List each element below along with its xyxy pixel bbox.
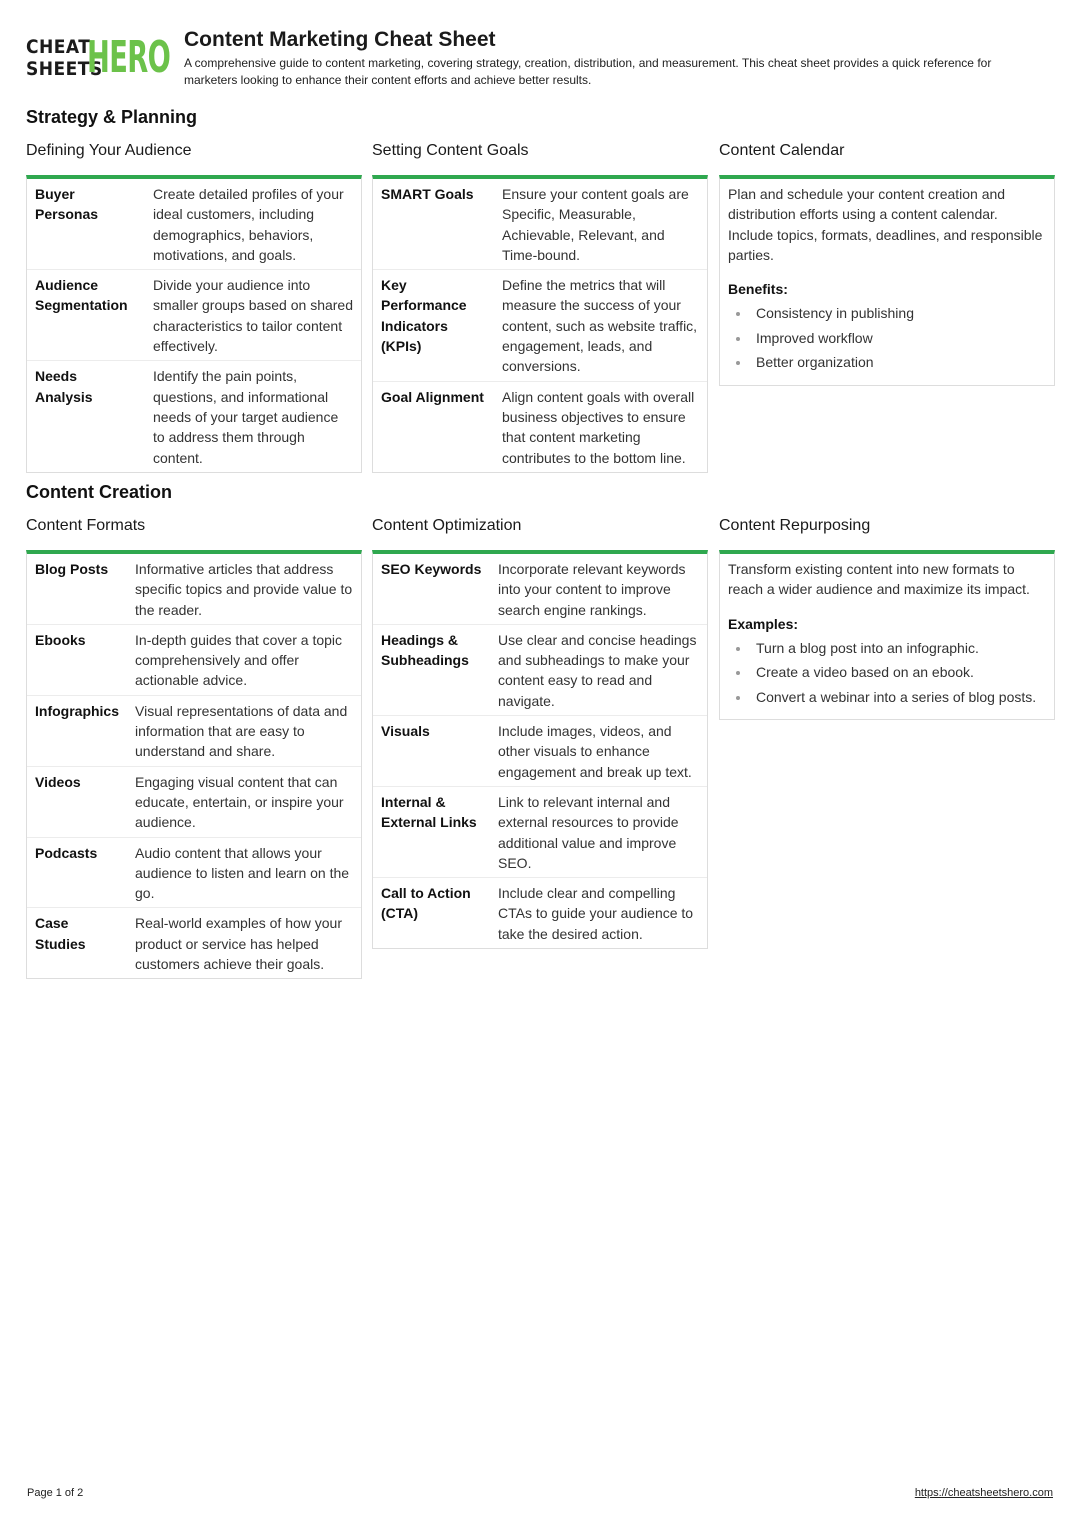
table-row xyxy=(27,270,361,361)
row-term: Goal Alignment xyxy=(373,381,494,472)
row-text: Link to relevant internal and external resources to provide additional value and improve SEO. xyxy=(490,786,707,877)
row-term: SMART Goals xyxy=(381,186,474,202)
table-row xyxy=(373,270,707,381)
table-row xyxy=(373,381,707,472)
card-intro: Transform existing content into new formats to reach a wider audience and maximize its impact. xyxy=(728,561,1030,598)
cheatsheetshero-logo[interactable] xyxy=(26,34,176,82)
row-text: Use clear and concise headings and subheadings to make your content easy to read and navigate. xyxy=(490,624,707,715)
table-row xyxy=(27,908,361,978)
table-row xyxy=(27,766,361,837)
list-item: Better organization xyxy=(728,350,1046,375)
card-intro: Plan and schedule your content creation and distribution efforts using a content calendar. Include topics, formats, deadlines, and responsible parties. xyxy=(728,186,1043,263)
logo-sheets-text: SHEETS xyxy=(26,58,103,80)
table-row xyxy=(373,554,707,624)
bullet-list xyxy=(728,301,1046,375)
row-term: Key Performance Indicators (KPIs) xyxy=(373,270,494,381)
row-term: Videos xyxy=(27,766,127,837)
list-label: Benefits: xyxy=(728,281,788,298)
table-row xyxy=(373,179,707,270)
row-text: Engaging visual content that can educate, entertain, or inspire your audience. xyxy=(127,766,361,837)
row-term: Call to Action (CTA) xyxy=(373,878,490,948)
section-title-creation: Content Creation xyxy=(26,482,172,502)
row-term: Blog Posts xyxy=(35,561,109,577)
table-row xyxy=(27,361,361,472)
table-row xyxy=(373,716,707,787)
list-label: Examples: xyxy=(728,615,799,632)
column-content-optimization xyxy=(372,517,708,949)
list-item: Create a video based on an ebook. xyxy=(728,660,1046,685)
list-item: Turn a blog post into an infographic. xyxy=(728,636,1046,661)
table-row xyxy=(27,837,361,908)
list-item: Consistency in publishing xyxy=(728,301,1046,326)
logo-cheat-text: CHEAT xyxy=(26,36,91,58)
table-row xyxy=(373,786,707,877)
row-text: Include images, videos, and other visuals to enhance engagement and break up text. xyxy=(490,716,707,787)
table-row xyxy=(27,554,361,624)
column-title: Setting Content Goals xyxy=(372,142,529,159)
row-term: Buyer Personas xyxy=(35,186,99,223)
column-title: Defining Your Audience xyxy=(26,142,192,159)
row-text: Include clear and compelling CTAs to guide your audience to take the desired action. xyxy=(490,878,707,948)
row-text: Define the metrics that will measure the success of your content, such as website traffic, engagement, leads, and conversions. xyxy=(494,270,707,381)
row-term: Audience Segmentation xyxy=(27,270,145,361)
list-item: Improved workflow xyxy=(728,326,1046,351)
page-description: A comprehensive guide to content marketing, covering strategy, creation, distribution, and measurement. This cheat sheet provides a quick reference for marketers looking to enhance their content efforts and achieve better results. xyxy=(184,56,992,87)
row-text: In-depth guides that cover a topic comprehensively and offer actionable advice. xyxy=(127,624,361,695)
page-title: Content Marketing Cheat Sheet xyxy=(184,28,496,51)
row-text: Divide your audience into smaller groups based on shared characteristics to tailor content effectively. xyxy=(145,270,361,361)
row-term: Headings & Subheadings xyxy=(373,624,490,715)
row-term: Case Studies xyxy=(27,908,127,978)
table-row xyxy=(373,624,707,715)
row-term: Ebooks xyxy=(27,624,127,695)
column-title: Content Repurposing xyxy=(719,517,871,534)
row-term: Visuals xyxy=(373,716,490,787)
section-title-strategy: Strategy & Planning xyxy=(26,107,198,127)
logo-hero-text: HERO xyxy=(87,32,171,83)
row-term: Infographics xyxy=(27,695,127,766)
bullet-list xyxy=(728,636,1046,710)
row-text: Create detailed profiles of your ideal customers, including demographics, behaviors, motivations, and goals. xyxy=(153,186,344,263)
table-row xyxy=(27,624,361,695)
row-text: Ensure your content goals are Specific, Measurable, Achievable, Relevant, and Time-bound. xyxy=(502,186,689,263)
column-defining-audience xyxy=(26,142,362,473)
table-card xyxy=(372,175,708,473)
row-text: Audio content that allows your audience to listen and learn on the go. xyxy=(127,837,361,908)
table-card xyxy=(372,550,708,949)
row-text: Visual representations of data and information that are easy to understand and share. xyxy=(127,695,361,766)
table-row xyxy=(27,695,361,766)
row-text: Identify the pain points, questions, and informational needs of your target audience to address them through content. xyxy=(145,361,361,472)
column-title: Content Formats xyxy=(26,517,146,534)
table-row xyxy=(373,878,707,948)
row-term: Needs Analysis xyxy=(27,361,145,472)
footer-link[interactable]: https://cheatsheetshero.com xyxy=(914,1487,1053,1499)
row-text: Align content goals with overall business objectives to ensure that content marketing contributes to the bottom line. xyxy=(494,381,707,472)
row-term: Podcasts xyxy=(27,837,127,908)
page-header xyxy=(26,28,1056,98)
column-content-repurposing xyxy=(719,517,1055,720)
table-card xyxy=(26,175,362,473)
column-title: Content Optimization xyxy=(372,517,522,534)
row-text: Incorporate relevant keywords into your content to improve search engine rankings. xyxy=(498,561,686,618)
row-term: SEO Keywords xyxy=(381,561,482,577)
text-card xyxy=(719,550,1055,720)
row-text: Informative articles that address specific topics and provide value to the reader. xyxy=(135,561,353,618)
page-number: Page 1 of 2 xyxy=(27,1487,84,1499)
list-item: Convert a webinar into a series of blog posts. xyxy=(728,685,1046,710)
column-title: Content Calendar xyxy=(719,142,845,159)
text-card xyxy=(719,175,1055,386)
row-term: Internal & External Links xyxy=(373,786,490,877)
table-card xyxy=(26,550,362,979)
column-content-formats xyxy=(26,517,362,979)
column-content-goals xyxy=(372,142,708,473)
column-content-calendar xyxy=(719,142,1055,386)
row-text: Real-world examples of how your product or service has helped customers achieve their goals. xyxy=(127,908,361,978)
table-row xyxy=(27,179,361,270)
